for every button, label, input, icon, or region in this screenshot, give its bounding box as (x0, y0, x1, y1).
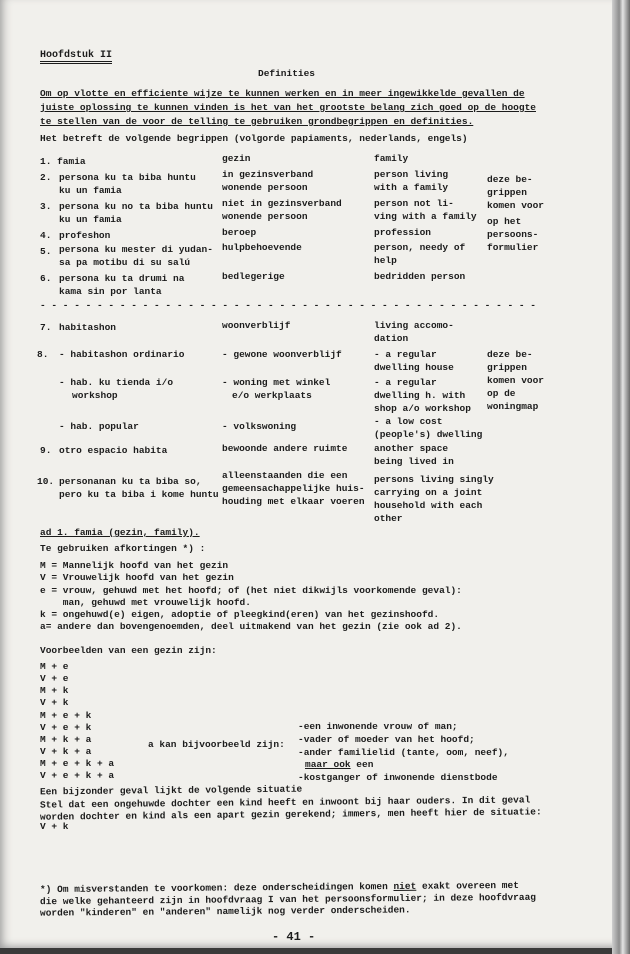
term-en: person not li- (374, 198, 454, 209)
term-pap: pero ku ta biba i kome huntu (59, 489, 219, 500)
term-nl: beroep (222, 227, 257, 238)
examples-heading: Voorbeelden van een gezin zijn: (40, 645, 217, 656)
term-number: 8. (37, 349, 49, 360)
term-number: 2. (40, 172, 52, 183)
footnote-text: exakt overeen met (416, 879, 519, 892)
term-nl: niet in gezinsverband (222, 198, 342, 209)
term-nl: gemeensachappelijke huis- (222, 483, 365, 494)
term-pap: persona ku ta biba huntu (59, 172, 196, 183)
intro-line: juiste oplossing te kunnen vinden is het van het grootste belang zich goed op de hoogte (40, 102, 536, 113)
term-nl: - gewone woonverblijf (222, 349, 342, 360)
term-en: (people's) dwelling (374, 429, 483, 440)
table-note: woningmap (487, 401, 539, 412)
special-case-line: Een bijzonder geval lijkt de volgende situatie (39, 783, 303, 798)
abbrev-heading: Te gebruiken afkortingen *) : (40, 543, 206, 554)
term-en: dwelling house (374, 362, 454, 373)
term-en: shop a/o workshop (374, 403, 471, 414)
term-en: with a family (374, 182, 449, 193)
intro-line: Om op vlotte en efficiente wijze te kunnen werken en in meer ingewikkelde gevallen de (40, 88, 525, 99)
a-option: -ander familielid (tante, oom, neef), (298, 747, 509, 758)
a-option: -kostganger of inwonende dienstbode (298, 772, 498, 783)
special-case-line: worden dochter en kind als een apart gezin gerekend; immers, men heeft hier de situatie: (39, 806, 542, 823)
example-item: M + e + k + a (40, 758, 115, 769)
footnote-text: *) Om misverstanden te voorkomen: deze onderscheidingen komen (39, 881, 394, 896)
term-number: 10. (37, 476, 55, 487)
term-pap: - hab. popular (59, 421, 139, 432)
term-number: 9. (40, 445, 52, 456)
a-option: -een inwonende vrouw of man; (298, 721, 458, 732)
example-item: V + k + a (40, 746, 92, 757)
term-pap: kama sin por lanta (59, 286, 162, 297)
term-en: living accomo- (374, 320, 454, 331)
term-en: - a regular (374, 377, 437, 388)
table-note: grippen (487, 362, 527, 373)
example-item: M + k + a (40, 734, 92, 745)
term-nl: - woning met winkel (222, 377, 331, 388)
term-nl: woonverblijf (222, 320, 291, 331)
intro-line: te stellen van de voor de telling te gebruiken grondbegrippen en definities. (40, 116, 474, 127)
abbrev-item: man, gehuwd met vrouwelijk hoofd. (40, 597, 251, 608)
term-number: 4. (40, 230, 52, 241)
table-note: op de (487, 388, 516, 399)
table-note: deze be- (487, 349, 533, 360)
term-nl: wonende persoon (222, 211, 308, 222)
term-pap: persona ku ta drumi na (59, 273, 185, 284)
footnote-emphasis: niet (393, 880, 417, 893)
table-note: komen voor (487, 375, 545, 386)
example-item: V + k (40, 697, 69, 708)
term-pap: profeshon (59, 230, 111, 241)
term-en: other (374, 513, 403, 524)
a-option (305, 759, 373, 771)
abbrev-item: e = vrouw, gehuwd met het hoofd; of (het niet dikwijls voorkomende geval): (40, 585, 462, 596)
term-pap: ku un famia (59, 214, 122, 225)
term-nl: - volkswoning (222, 421, 297, 432)
term-pap: sa pa motibu di su salú (59, 257, 191, 268)
term-en: family (374, 153, 409, 164)
term-en: household with each (374, 500, 483, 511)
emphasis: maar ook (305, 759, 351, 770)
term-en: persons living singly (374, 474, 494, 485)
term-number: 5. (40, 246, 52, 257)
abbrev-item: V = Vrouwelijk hoofd van het gezin (40, 572, 234, 583)
term-nl: houding met elkaar voeren (222, 496, 365, 507)
special-case-line: Stel dat een ongehuwde dochter een kind heeft en inwoont bij haar ouders. In dit geval (39, 794, 531, 811)
section-heading: ad 1. famia (gezin, family). (40, 527, 200, 538)
table-note: komen voor (487, 200, 545, 211)
term-en: another space (374, 443, 449, 454)
term-en: person living (374, 169, 449, 180)
term-nl: alleenstaanden die een (222, 470, 348, 481)
term-pap: - hab. ku tienda i/o (59, 377, 174, 388)
book-binding-edge (612, 0, 630, 954)
term-nl: wonende persoon (222, 182, 308, 193)
term-nl: hulpbehoevende (222, 242, 302, 253)
table-note: op het (487, 216, 522, 227)
term-number: 7. (40, 322, 52, 333)
term-en: - a low cost (374, 416, 443, 427)
abbrev-item: M = Mannelijk hoofd van het gezin (40, 560, 229, 571)
footnote-line: die welke gehanteerd zijn in hoofdvraag I van het persoonsformulier; in deze hoofdvraag (39, 891, 537, 908)
term-nl: e/o werkplaats (232, 390, 312, 401)
term-en: being lived in (374, 456, 454, 467)
term-en: dation (374, 333, 409, 344)
table-note: grippen (487, 187, 527, 198)
term-nl: bedlegerige (222, 271, 285, 282)
term-pap: 1. famia (40, 156, 86, 167)
term-en: bedridden person (374, 271, 466, 282)
example-item: M + e (40, 661, 69, 672)
example-item: V + e + k (40, 722, 92, 733)
table-note: formulier (487, 242, 539, 253)
chapter-heading: Hoofdstuk II (40, 50, 112, 64)
term-pap: personanan ku ta biba so, (59, 476, 202, 487)
term-pap: - habitashon ordinario (59, 349, 185, 360)
term-number: 6. (40, 273, 52, 284)
term-pap: ku un famia (59, 185, 122, 196)
table-note: persoons- (487, 229, 539, 240)
term-nl: bewoonde andere ruimte (222, 443, 348, 454)
term-en: - a regular (374, 349, 437, 360)
table-note: deze be- (487, 174, 533, 185)
term-en: ving with a family (374, 211, 477, 222)
footnote-line: worden "kinderen" en "anderen" namelijk nog verder onderscheiden. (39, 904, 411, 919)
term-pap: habitashon (59, 322, 117, 333)
subject-line: Het betreft de volgende begrippen (volgorde papiaments, nederlands, engels) (40, 133, 468, 144)
example-item: M + k (40, 685, 69, 696)
example-item: V + e + k + a (40, 770, 115, 781)
term-nl: in gezinsverband (222, 169, 314, 180)
page-number: - 41 - (272, 930, 316, 944)
term-en: profession (374, 227, 432, 238)
a-option-rest: een (350, 759, 374, 770)
term-pap: persona ku mester di yudan- (59, 244, 213, 255)
page-title: Definities (258, 68, 316, 79)
separator-dashes: - - - - - - - - - - - - - - - - - - - - - - - - - - - - - - - - - - - - - - - - - - - - (40, 300, 536, 311)
special-case-line: V + k (40, 821, 69, 832)
term-pap: otro espacio habita (59, 445, 168, 456)
example-item: V + e (40, 673, 69, 684)
term-en: dwelling h. with (374, 390, 466, 401)
example-item: M + e + k (40, 710, 92, 721)
term-en: person, needy of (374, 242, 466, 253)
abbrev-item: k = ongehuwd(e) eigen, adoptie of pleegkind(eren) van het gezinshoofd. (40, 609, 440, 620)
term-pap: persona ku no ta biba huntu (59, 201, 213, 212)
abbrev-item: a= andere dan bovengenoemden, deel uitmakend van het gezin (zie ook ad 2). (40, 621, 462, 632)
term-pap: workshop (72, 390, 118, 401)
a-label: a kan bijvoorbeeld zijn: (148, 739, 285, 750)
term-nl: gezin (222, 153, 251, 164)
term-en: help (374, 255, 397, 266)
a-option: -vader of moeder van het hoofd; (298, 734, 475, 745)
term-number: 3. (40, 201, 52, 212)
term-en: carrying on a joint (374, 487, 483, 498)
